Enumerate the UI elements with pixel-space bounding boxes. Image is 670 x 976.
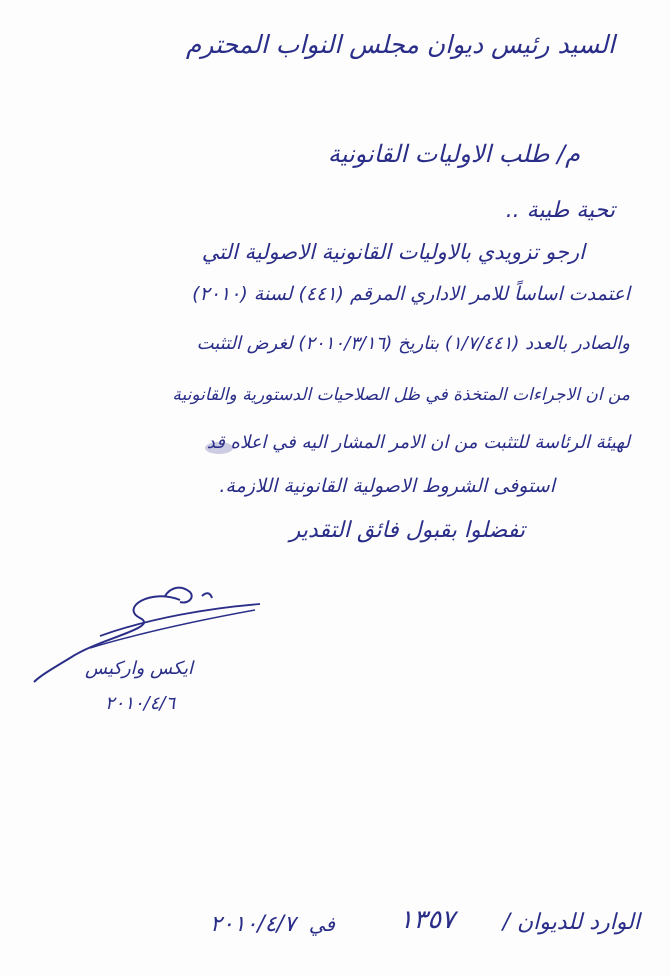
incoming-date: ٢٠١٠/٤/٧ (210, 912, 296, 937)
incoming-date-prefix: في (308, 912, 335, 936)
incoming-label: الوارد للديوان / (502, 910, 640, 935)
signed-date: ٢٠١٠/٤/٦ (105, 693, 176, 714)
incoming-number: ١٣٥٧ (399, 905, 455, 935)
subject-line: م/ طلب الاوليات القانونية (327, 140, 580, 168)
body-line-5: لهيئة الرئاسة للتثبت من ان الامر المشار اليه في اعلاه قد (206, 432, 630, 453)
ink-smudge (205, 442, 233, 454)
body-line-1: ارجو تزويدي بالاوليات القانونية الاصولية التي (201, 240, 585, 264)
body-line-2: اعتمدت اساساً للامر الاداري المرقم (٤٤١) لسنة (٢٠١٠) (192, 283, 630, 305)
closing-line: تفضلوا بقبول فائق التقدير (289, 518, 525, 543)
signer-name: ايكس واركيس (85, 658, 193, 679)
body-line-6: استوفى الشروط الاصولية القانونية اللازمة. (219, 475, 555, 497)
body-line-4: من ان الاجراءات المتخذة في ظل الصلاحيات الدستورية والقانونية (172, 385, 630, 405)
body-line-3: والصادر بالعدد (١/٧/٤٤١) بتاريخ (٢٠١٠/٣/١٦) لغرض التثبت (196, 333, 630, 354)
greeting-line: تحية طيبة .. (505, 198, 615, 223)
addressee-line: السيد رئيس ديوان مجلس النواب المحترم (185, 30, 615, 59)
